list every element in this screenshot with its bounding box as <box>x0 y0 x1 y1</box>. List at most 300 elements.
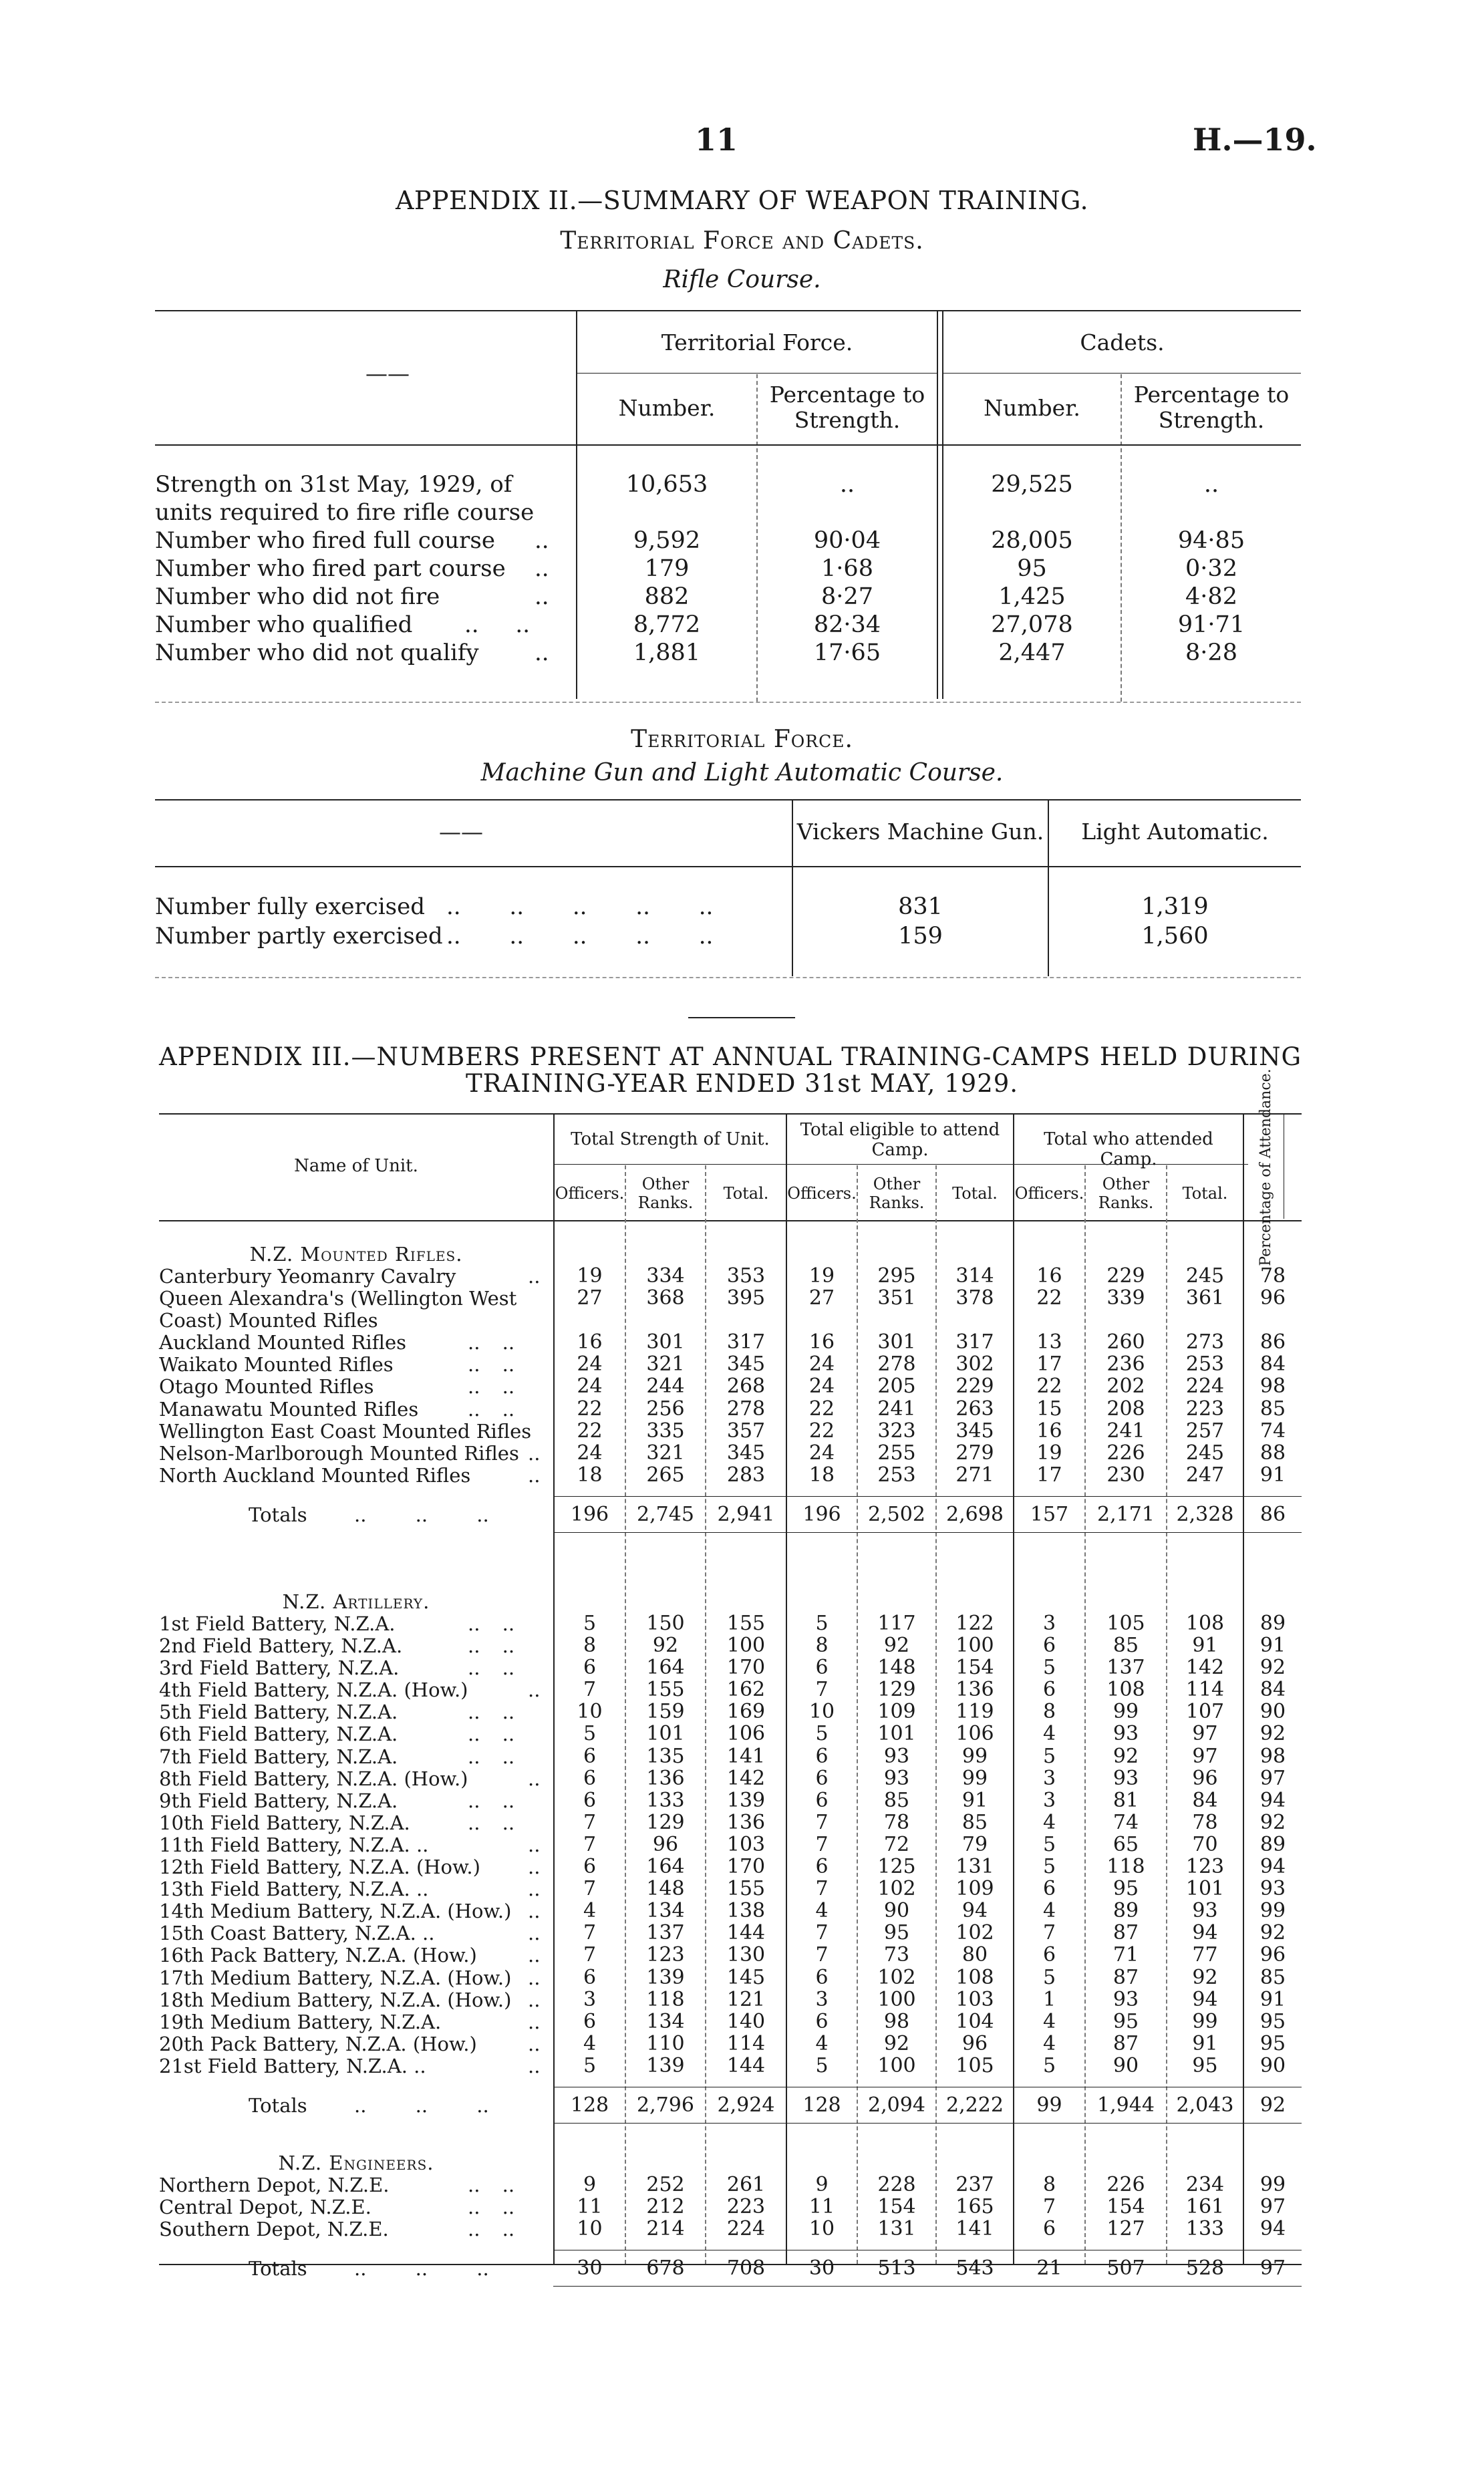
attendance-percentage-value: 88 <box>1259 1441 1286 1465</box>
totals-strength-officers: 196 <box>570 1503 609 1526</box>
attended-total-value: 92 <box>1192 1966 1218 1989</box>
strength-officers-value: 4 <box>583 1899 597 1922</box>
eligible-other-ranks-value: 205 <box>877 1374 916 1398</box>
totals-strength-total: 2,941 <box>717 1503 775 1526</box>
table-row <box>0 1657 1484 1679</box>
unit-name: 4th Field Battery, N.Z.A. (How.) <box>159 1679 468 1701</box>
totals-eligible-officers: 128 <box>802 2093 841 2117</box>
attendance-percentage-value: 89 <box>1259 1833 1286 1856</box>
artillery-section-title: N.Z. Artillery. <box>282 1590 430 1613</box>
eligible-officers-value: 16 <box>808 1330 835 1354</box>
unit-name: Coast) Mounted Rifles <box>159 1309 378 1332</box>
eligible-officers-value: 24 <box>808 1374 835 1398</box>
attended-total-value: 161 <box>1185 2195 1225 2218</box>
attended-total-value: 70 <box>1192 1833 1218 1856</box>
strength-total-value: 145 <box>726 1966 766 1989</box>
eligible-other-ranks-value: 95 <box>883 1921 910 1944</box>
eligible-other-ranks-value: 72 <box>883 1833 910 1856</box>
attended-other-ranks-value: 87 <box>1112 1921 1139 1944</box>
strength-officers-value: 6 <box>583 1789 597 1812</box>
strength-total-value: 283 <box>726 1463 766 1487</box>
table-row <box>0 1878 1484 1900</box>
attended-officers-value: 6 <box>1042 1877 1056 1900</box>
strength-other-ranks-value: 155 <box>646 1678 685 1701</box>
eligible-officers-value: 22 <box>808 1419 835 1443</box>
attended-officers-header: Officers. <box>1014 1184 1084 1203</box>
machine-gun-subtitle: Territorial Force. <box>631 726 853 753</box>
strength-total-value: 278 <box>726 1397 766 1421</box>
leader-dots: .. <box>528 1989 541 2011</box>
rifle-row-label: Number who did not fire <box>155 583 440 610</box>
eligible-officers-value: 5 <box>815 1612 829 1635</box>
eligible-total-value: 131 <box>955 1855 994 1878</box>
attended-other-ranks-value: 127 <box>1106 2217 1145 2240</box>
strength-total-value: 170 <box>726 1855 766 1878</box>
table-row <box>0 1768 1484 1789</box>
attended-total-value: 91 <box>1192 2032 1218 2055</box>
eligible-other-ranks-value: 125 <box>877 1855 916 1878</box>
eligible-officers-value: 7 <box>815 1833 829 1856</box>
leader-dots: .. <box>535 583 549 610</box>
mg-row-label: Number fully exercised <box>155 893 425 920</box>
unit-name: Central Depot, N.Z.E. <box>159 2196 372 2218</box>
attended-total-value: 224 <box>1185 1374 1225 1398</box>
eligible-total-value: 106 <box>955 1722 994 1745</box>
leader-dots: .. <box>528 1900 541 1922</box>
eligible-officers-value: 7 <box>815 1877 829 1900</box>
eligible-total-value: 94 <box>961 1899 988 1922</box>
leader-dots: .. .. <box>464 611 531 638</box>
strength-officers-value: 24 <box>577 1374 603 1398</box>
engineers-section-title: N.Z. Engineers. <box>278 2152 434 2174</box>
eligible-officers-value: 6 <box>815 1789 829 1812</box>
eligible-total-value: 378 <box>955 1286 994 1310</box>
strength-total-value: 317 <box>726 1330 766 1354</box>
attendance-percentage-value: 85 <box>1259 1966 1286 1989</box>
eligible-total-value: 165 <box>955 2195 994 2218</box>
unit-name: 16th Pack Battery, N.Z.A. (How.) <box>159 1944 477 1966</box>
attended-officers-value: 1 <box>1042 1988 1056 2011</box>
table-row <box>0 2033 1484 2055</box>
strength-officers-value: 18 <box>577 1463 603 1487</box>
attended-total-value: 123 <box>1185 1855 1225 1878</box>
strength-officers-value: 8 <box>583 1634 597 1657</box>
eligible-total-value: 99 <box>961 1767 988 1790</box>
strength-officers-value: 10 <box>577 2217 603 2240</box>
attended-total-value: 273 <box>1185 1330 1225 1354</box>
strength-total-value: 223 <box>726 2195 766 2218</box>
strength-other-ranks-value: 101 <box>646 1722 685 1745</box>
eligible-total-value: 279 <box>955 1441 994 1465</box>
appendix3-title-line2: TRAINING-YEAR ENDED 31st MAY, 1929. <box>465 1069 1019 1098</box>
rule <box>553 1496 1302 1497</box>
eligible-officers-value: 7 <box>815 1943 829 1966</box>
attended-total-value: 94 <box>1192 1988 1218 2011</box>
attendance-percentage-value: 84 <box>1259 1352 1286 1376</box>
attendance-percentage-value: 95 <box>1259 2010 1286 2033</box>
strength-other-ranks-value: 212 <box>646 2195 685 2218</box>
totals-label: Totals <box>249 2094 307 2117</box>
attended-other-ranks-value: 137 <box>1106 1656 1145 1679</box>
attended-other-ranks-value: 230 <box>1106 1463 1145 1487</box>
attended-other-ranks-value: 87 <box>1112 1966 1139 1989</box>
leader-dots: .. <box>528 2055 541 2077</box>
attendance-percentage-value: 91 <box>1259 1463 1286 1487</box>
strength-officers-value: 5 <box>583 1722 597 1745</box>
unit-name: 18th Medium Battery, N.Z.A. (How.) <box>159 1989 512 2011</box>
table-row <box>0 2196 1484 2218</box>
table-row <box>0 1746 1484 1767</box>
attended-officers-value: 19 <box>1036 1441 1062 1465</box>
attended-other-ranks-value: 154 <box>1106 2195 1145 2218</box>
attended-total-value: 96 <box>1192 1767 1218 1790</box>
strength-total-value: 121 <box>726 1988 766 2011</box>
eligible-officers-value: 9 <box>815 2173 829 2196</box>
eligible-officers-value: 18 <box>808 1463 835 1487</box>
unit-name: 8th Field Battery, N.Z.A. (How.) <box>159 1767 468 1790</box>
attendance-percentage-value: 78 <box>1259 1264 1286 1288</box>
attendance-percentage-value: 92 <box>1259 1921 1286 1944</box>
totals-attended-total: 2,043 <box>1176 2093 1234 2117</box>
attended-officers-value: 22 <box>1036 1374 1062 1398</box>
totals-attended-total: 2,328 <box>1176 1503 1234 1526</box>
strength-officers-value: 22 <box>577 1397 603 1421</box>
unit-name: Manawatu Mounted Rifles <box>159 1398 419 1421</box>
leader-dots: .. .. <box>468 1398 515 1421</box>
attended-other-ranks-value: 85 <box>1112 1634 1139 1657</box>
unit-name: Canterbury Yeomanry Cavalry <box>159 1265 456 1288</box>
eligible-total-value: 263 <box>955 1397 994 1421</box>
strength-officers-value: 5 <box>583 1612 597 1635</box>
unit-name: 14th Medium Battery, N.Z.A. (How.) <box>159 1900 512 1922</box>
rule <box>553 1532 1302 1533</box>
totals-label: Totals <box>249 1503 307 1526</box>
totals-attendance-percentage: 97 <box>1259 2256 1286 2280</box>
tf-number-header: Number. <box>618 395 716 421</box>
totals-row <box>0 2095 1484 2116</box>
strength-total-value: 141 <box>726 1745 766 1768</box>
leader-dots: .. <box>528 2033 541 2055</box>
strength-officers-value: 3 <box>583 1988 597 2011</box>
attendance-percentage-value: 97 <box>1259 1767 1286 1790</box>
strength-other-ranks-value: 321 <box>646 1441 685 1465</box>
strength-officers-value: 7 <box>583 1877 597 1900</box>
totals-attended-total: 528 <box>1185 2256 1225 2280</box>
strength-other-ranks-value: 321 <box>646 1352 685 1376</box>
eligible-other-ranks-value: 154 <box>877 2195 916 2218</box>
unit-name: Northern Depot, N.Z.E. <box>159 2174 390 2196</box>
eligible-total-value: 141 <box>955 2217 994 2240</box>
percentage-attendance-header: Percentage of Attendance. <box>1257 1068 1274 1266</box>
totals-strength-total: 2,924 <box>717 2093 775 2117</box>
eligible-total-value: 302 <box>955 1352 994 1376</box>
leader-dots: .. .. <box>468 2174 515 2196</box>
leader-dots: .. .. <box>468 2218 515 2240</box>
unit-name: North Auckland Mounted Rifles <box>159 1464 471 1487</box>
strength-officers-value: 11 <box>577 2195 603 2218</box>
attended-officers-value: 5 <box>1042 1656 1056 1679</box>
eligible-officers-value: 7 <box>815 1678 829 1701</box>
attended-officers-value: 16 <box>1036 1264 1062 1288</box>
attended-officers-value: 8 <box>1042 1700 1056 1723</box>
attendance-percentage-value: 91 <box>1259 1634 1286 1657</box>
table-row <box>0 1376 1484 1397</box>
attended-officers-value: 6 <box>1042 1634 1056 1657</box>
attended-total-value: 97 <box>1192 1722 1218 1745</box>
strength-officers-value: 7 <box>583 1943 597 1966</box>
strength-other-ranks-value: 136 <box>646 1767 685 1790</box>
territorial-force-group-header: Territorial Force. <box>661 329 853 355</box>
eligible-total-value: 96 <box>961 2032 988 2055</box>
eligible-total-value: 229 <box>955 1374 994 1398</box>
strength-other-ranks-value: 244 <box>646 1374 685 1398</box>
leader-dots: .. <box>528 1464 541 1487</box>
attended-officers-value: 3 <box>1042 1767 1056 1790</box>
totals-attended-officers: 21 <box>1036 2256 1062 2280</box>
strength-total-value: 138 <box>726 1899 766 1922</box>
strength-group-header: Total Strength of Unit. <box>571 1129 770 1149</box>
table-row <box>0 1635 1484 1656</box>
table-row <box>0 1989 1484 2011</box>
eligible-officers-value: 10 <box>808 1700 835 1723</box>
eligible-total-value: 91 <box>961 1789 988 1812</box>
leader-dots: .. .. <box>468 1701 515 1723</box>
attended-officers-value: 15 <box>1036 1397 1062 1421</box>
strength-other-ranks-value: 214 <box>646 2217 685 2240</box>
table-row <box>0 1310 1484 1331</box>
attendance-percentage-value: 98 <box>1259 1374 1286 1398</box>
eligible-officers-value: 24 <box>808 1352 835 1376</box>
strength-total-value: 142 <box>726 1767 766 1790</box>
strength-other-ranks-value: 334 <box>646 1264 685 1288</box>
strength-total-value: 357 <box>726 1419 766 1443</box>
strength-officers-value: 10 <box>577 1700 603 1723</box>
attendance-percentage-value: 98 <box>1259 1745 1286 1768</box>
eligible-total-value: 237 <box>955 2173 994 2196</box>
attended-total-value: 99 <box>1192 2010 1218 2033</box>
strength-officers-value: 6 <box>583 1855 597 1878</box>
light-automatic-header: Light Automatic. <box>1081 819 1269 845</box>
table-row <box>0 1679 1484 1701</box>
eligible-total-value: 102 <box>955 1921 994 1944</box>
strength-total-value: 114 <box>726 2032 766 2055</box>
attended-other-ranks-value: 226 <box>1106 1441 1145 1465</box>
attended-other-ranks-value: 339 <box>1106 1286 1145 1310</box>
strength-officers-value: 6 <box>583 1745 597 1768</box>
table-row <box>0 1354 1484 1375</box>
attendance-percentage-value: 89 <box>1259 1612 1286 1635</box>
unit-name: 20th Pack Battery, N.Z.A. (How.) <box>159 2033 477 2055</box>
strength-other-ranks-value: 123 <box>646 1943 685 1966</box>
strength-other-ranks-value: 150 <box>646 1612 685 1635</box>
strength-other-ranks-value: 301 <box>646 1330 685 1354</box>
leader-dots: .. <box>528 2011 541 2033</box>
eligible-other-ranks-value: 129 <box>877 1678 916 1701</box>
strength-other-ranks-value: 139 <box>646 2054 685 2077</box>
attended-total-value: 133 <box>1185 2217 1225 2240</box>
attended-total-value: 77 <box>1192 1943 1218 1966</box>
totals-attended-other-ranks: 1,944 <box>1097 2093 1155 2117</box>
totals-attended-officers: 99 <box>1036 2093 1062 2117</box>
attendance-percentage-value: 92 <box>1259 1811 1286 1834</box>
header-dash: —— <box>439 819 483 845</box>
name-of-unit-header: Name of Unit. <box>294 1156 418 1176</box>
leader-dots: .. .. .. <box>354 2094 489 2117</box>
attended-officers-value: 17 <box>1036 1463 1062 1487</box>
attendance-percentage-value: 90 <box>1259 1700 1286 1723</box>
attended-officers-value: 5 <box>1042 1745 1056 1768</box>
strength-other-ranks-value: 335 <box>646 1419 685 1443</box>
header-dash: —— <box>365 360 410 386</box>
table-row <box>0 1332 1484 1353</box>
totals-strength-officers: 128 <box>570 2093 609 2117</box>
table-row <box>0 1443 1484 1464</box>
eligible-other-ranks-value: 102 <box>877 1877 916 1900</box>
eligible-total-value: 99 <box>961 1745 988 1768</box>
vickers-header: Vickers Machine Gun. <box>796 819 1044 845</box>
attended-other-ranks-value: 89 <box>1112 1899 1139 1922</box>
attended-officers-value: 4 <box>1042 1722 1056 1745</box>
attended-other-ranks-value: 118 <box>1106 1855 1145 1878</box>
attended-other-ranks-value: 93 <box>1112 1722 1139 1745</box>
rifle-tf-percentage: 1·68 <box>821 555 873 582</box>
attended-officers-value: 4 <box>1042 2032 1056 2055</box>
totals-attended-officers: 157 <box>1030 1503 1069 1526</box>
strength-other-ranks-value: 368 <box>646 1286 685 1310</box>
rifle-tf-percentage: 82·34 <box>813 611 881 638</box>
unit-name: 1st Field Battery, N.Z.A. <box>159 1612 396 1635</box>
rifle-cadets-percentage: .. <box>1203 471 1219 498</box>
strength-other-ranks-value: 118 <box>646 1988 685 2011</box>
strength-officers-value: 6 <box>583 2010 597 2033</box>
cadets-group-header: Cadets. <box>1080 329 1165 355</box>
rifle-row-label: Strength on 31st May, 1929, of units required to fire rifle course <box>155 471 535 526</box>
table-row <box>0 1790 1484 1811</box>
rifle-tf-percentage: 8·27 <box>821 583 873 610</box>
strength-total-value: 144 <box>726 1921 766 1944</box>
eligible-total-value: 79 <box>961 1833 988 1856</box>
unit-name: 19th Medium Battery, N.Z.A. <box>159 2011 442 2033</box>
attended-other-ranks-header: Other Ranks. <box>1098 1175 1154 1212</box>
totals-row <box>0 2258 1484 2279</box>
attended-officers-value: 8 <box>1042 2173 1056 2196</box>
totals-attended-other-ranks: 507 <box>1106 2256 1145 2280</box>
totals-attendance-percentage: 92 <box>1259 2093 1286 2117</box>
attendance-percentage-value: 84 <box>1259 1678 1286 1701</box>
strength-total-value: 268 <box>726 1374 766 1398</box>
attended-other-ranks-value: 226 <box>1106 2173 1145 2196</box>
strength-officers-value: 27 <box>577 1286 603 1310</box>
strength-total-value: 170 <box>726 1656 766 1679</box>
strength-total-value: 224 <box>726 2217 766 2240</box>
strength-officers-value: 24 <box>577 1441 603 1465</box>
attended-total-value: 93 <box>1192 1899 1218 1922</box>
eligible-other-ranks-value: 93 <box>883 1767 910 1790</box>
attended-other-ranks-value: 108 <box>1106 1678 1145 1701</box>
leader-dots: .. <box>528 1265 541 1288</box>
unit-name: Otago Mounted Rifles <box>159 1375 374 1398</box>
attended-other-ranks-value: 241 <box>1106 1419 1145 1443</box>
unit-name: 17th Medium Battery, N.Z.A. (How.) <box>159 1966 512 1989</box>
strength-other-ranks-value: 96 <box>652 1833 679 1856</box>
leader-dots: .. .. <box>468 1723 515 1745</box>
attended-officers-value: 4 <box>1042 1899 1056 1922</box>
eligible-total-value: 85 <box>961 1811 988 1834</box>
mg-vickers-value: 159 <box>898 923 943 950</box>
rifle-cadets-percentage: 8·28 <box>1185 639 1237 666</box>
attended-total-value: 108 <box>1185 1612 1225 1635</box>
unit-name: Auckland Mounted Rifles <box>159 1331 407 1354</box>
strength-other-ranks-value: 164 <box>646 1656 685 1679</box>
eligible-officers-value: 3 <box>815 1988 829 2011</box>
cadets-percentage-header: Percentage to Strength. <box>1133 382 1290 433</box>
eligible-total-value: 271 <box>955 1463 994 1487</box>
page-number: 11 <box>695 122 738 158</box>
mg-light-value: 1,319 <box>1141 893 1209 920</box>
eligible-total-value: 80 <box>961 1943 988 1966</box>
unit-name: 6th Field Battery, N.Z.A. <box>159 1723 398 1745</box>
rifle-cadets-number: 29,525 <box>991 471 1073 498</box>
eligible-officers-value: 7 <box>815 1811 829 1834</box>
document-code: H.—19. <box>1193 122 1317 158</box>
rifle-tf-number: 9,592 <box>633 527 701 554</box>
attended-officers-value: 4 <box>1042 2010 1056 2033</box>
leader-dots: .. .. <box>468 1634 515 1657</box>
leader-dots: .. <box>528 1966 541 1989</box>
rifle-tf-number: 10,653 <box>625 471 708 498</box>
attendance-percentage-value: 99 <box>1259 2173 1286 2196</box>
attendance-percentage-value: 90 <box>1259 2054 1286 2077</box>
unit-name: 11th Field Battery, N.Z.A. .. <box>159 1834 429 1856</box>
eligible-other-ranks-value: 323 <box>877 1419 916 1443</box>
totals-attended-other-ranks: 2,171 <box>1097 1503 1155 1526</box>
attended-other-ranks-value: 208 <box>1106 1397 1145 1421</box>
totals-strength-total: 708 <box>726 2256 766 2280</box>
eligible-officers-value: 19 <box>808 1264 835 1288</box>
attended-officers-value: 7 <box>1042 1921 1056 1944</box>
eligible-officers-value: 6 <box>815 1966 829 1989</box>
eligible-other-ranks-value: 228 <box>877 2173 916 2196</box>
eligible-total-value: 105 <box>955 2054 994 2077</box>
rifle-cadets-percentage: 0·32 <box>1185 555 1237 582</box>
eligible-other-ranks-value: 92 <box>883 2032 910 2055</box>
attendance-percentage-value: 92 <box>1259 1722 1286 1745</box>
table-row <box>0 1399 1484 1420</box>
attendance-percentage-value: 86 <box>1259 1330 1286 1354</box>
attended-officers-value: 6 <box>1042 1943 1056 1966</box>
rifle-tf-percentage: .. <box>839 471 855 498</box>
attended-officers-value: 5 <box>1042 1966 1056 1989</box>
eligible-officers-value: 7 <box>815 1921 829 1944</box>
eligible-other-ranks-value: 92 <box>883 1634 910 1657</box>
unit-name: 15th Coast Battery, N.Z.A. .. <box>159 1922 435 1944</box>
tf-percentage-header: Percentage to Strength. <box>769 382 925 433</box>
eligible-officers-value: 4 <box>815 1899 829 1922</box>
strength-total-value: 345 <box>726 1441 766 1465</box>
strength-other-ranks-value: 256 <box>646 1397 685 1421</box>
strength-other-ranks-value: 135 <box>646 1745 685 1768</box>
attended-total-value: 245 <box>1185 1441 1225 1465</box>
unit-name: 5th Field Battery, N.Z.A. <box>159 1701 398 1723</box>
rifle-tf-percentage: 17·65 <box>813 639 881 666</box>
appendix2-title: APPENDIX II.—SUMMARY OF WEAPON TRAINING. <box>395 186 1089 215</box>
attendance-percentage-value: 95 <box>1259 2032 1286 2055</box>
attended-other-ranks-value: 65 <box>1112 1833 1139 1856</box>
strength-total-value: 345 <box>726 1352 766 1376</box>
totals-row <box>0 1504 1484 1525</box>
totals-strength-other-ranks: 678 <box>646 2256 685 2280</box>
rifle-cadets-number: 27,078 <box>991 611 1073 638</box>
